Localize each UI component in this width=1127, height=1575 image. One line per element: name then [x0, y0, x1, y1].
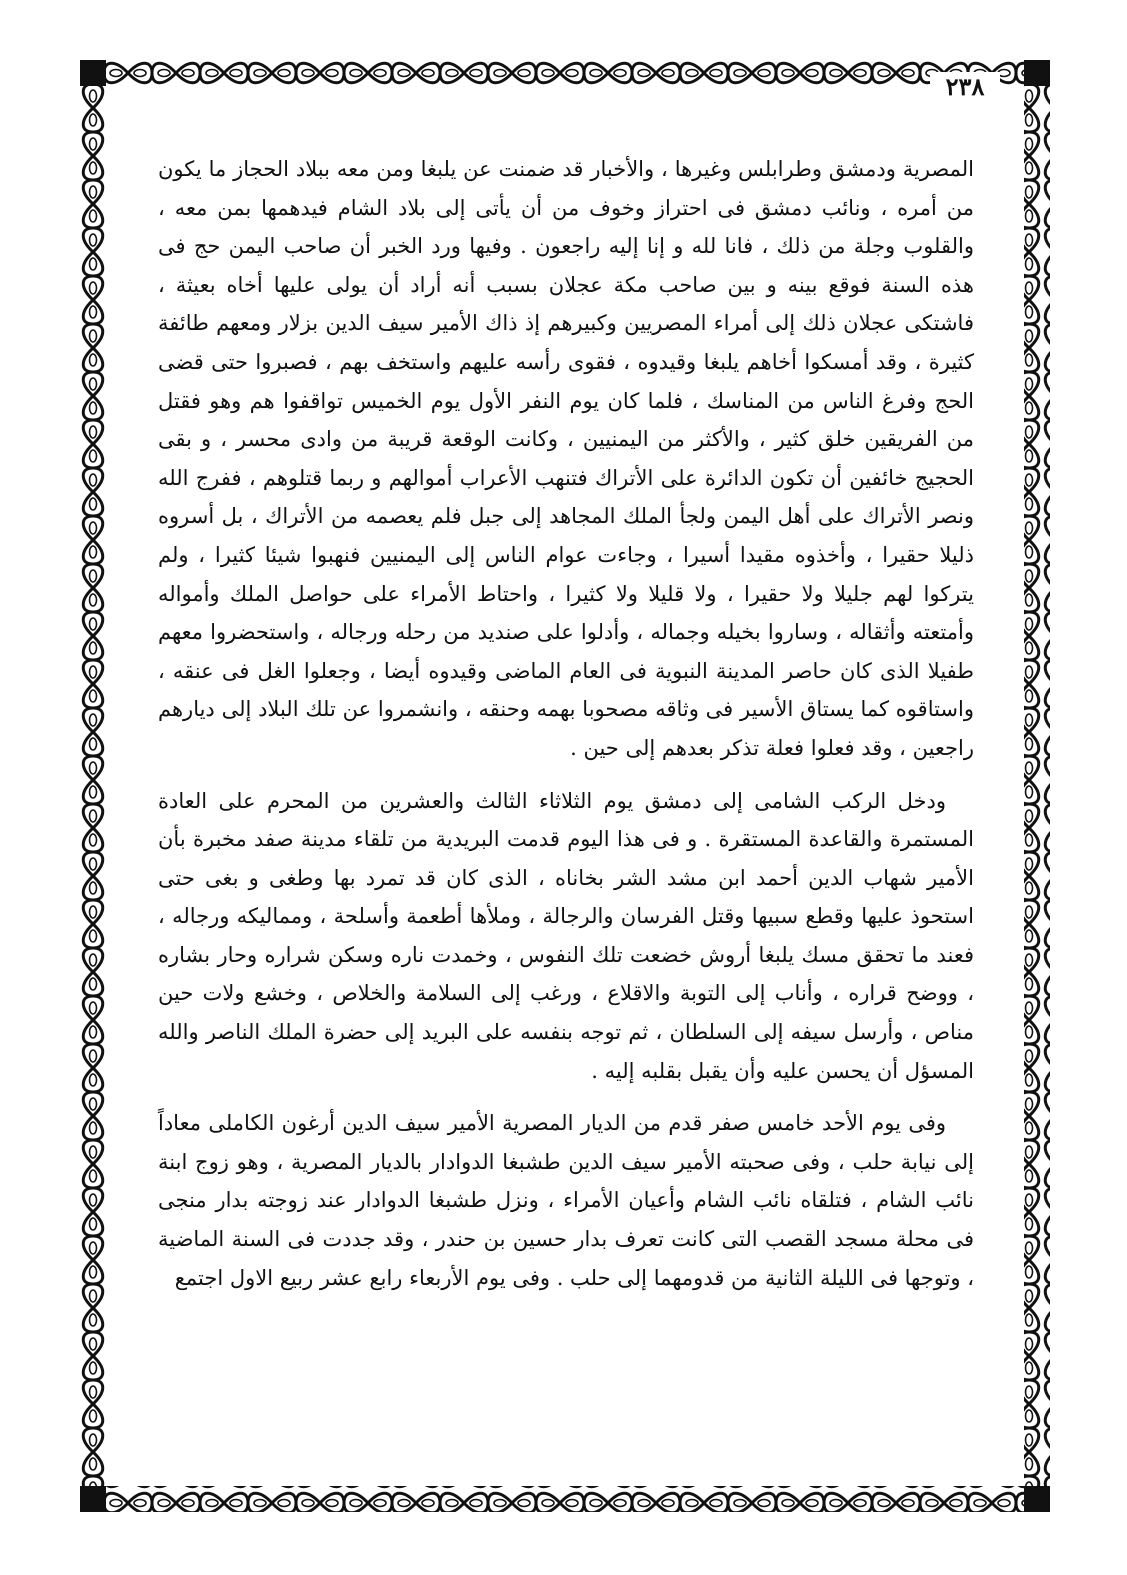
paragraph: وفى يوم الأحد خامس صفر قدم من الديار المصرية الأمير سيف الدين أرغون الكاملى معاداً إلى نيابة حلب ، وفى صحبته الأمير سيف الدين طشبغا الدوادار بالديار المصرية ، وهو زوج ابنة نائب الشام ، فتلقاه نائب الشام وأعيان الأمراء ، ونزل طشبغا الدوادار عند زوجته بدار منجى فى محلة مسجد القصب التى كانت تعرف بدار حسين بن حندر ، وقد جددت فى السنة الماضية ، وتوجها فى الليلة الثانية من قدومهما إلى حلب . وفى يوم الأربعاء رابع عشر ربيع الاول اجتمع — [158, 1111, 974, 1290]
page-content — [158, 150, 974, 1480]
page-number: ٢٣٨ — [930, 72, 1000, 102]
paragraph: المصرية ودمشق وطرابلس وغيرها ، والأخبار قد ضمنت عن يلبغا ومن معه ببلاد الحجاز ما يكون من أمره ، ونائب دمشق فى احتراز وخوف من أن يأتى إلى بلاد الشام فيدهمها بمن معه ، والقلوب وجلة من ذلك ، فانا لله و إنا إليه راجعون . وفيها ورد الخبر أن صاحب اليمن حج فى هذه السنة فوقع بينه و بين صاحب مكة عجلان بسبب أنه أراد أن يولى عليها أخاه بعيثة ، فاشتكى عجلان ذلك إلى أمراء المصريين وكبيرهم إذ ذاك الأمير سيف الدين بزلار ومعهم طائفة كثيرة ، وقد أمسكوا أخاهم يلبغا وقيدوه ، فقوى رأسه عليهم واستخف بهم ، فصبروا حتى قضى الحج وفرغ الناس من المناسك ، فلما كان يوم النفر الأول يوم الخميس تواقفوا هم وهو فقتل من الفريقين خلق كثير ، والأكثر من اليمنيين ، وكانت الوقعة قريبة من وادى محسر ، و بقى الحجيج خائفين أن تكون الدائرة على الأتراك فتنهب الأعراب أموالهم و ربما قتلوهم ، ففرج الله ونصر الأتراك على أهل اليمن ولجأ الملك المجاهد إلى جبل فلم يعصمه من الأتراك ، بل أسروه ذليلا حقيرا ، وأخذوه مقيدا أسيرا ، وجاءت عوام الناس إلى اليمنيين فنهبوا شيئا كثيرا ، ولم يتركوا لهم جليلا ولا حقيرا ، ولا قليلا ولا كثيرا ، واحتاط الأمراء على حواصل الملك وأمواله وأمتعته وأثقاله ، وساروا بخيله وجماله ، وأدلوا على صنديد من رحله ورجاله ، واستحضروا معهم طفيلا الذى كان حاصر المدينة النبوية فى العام الماضى وقيدوه أيضا ، وجعلوا الغل فى عنقه ، واستاقوه كما يستاق الأسير فى وثاقه مصحوبا بهمه وحنقه ، وانشمروا عن تلك البلاد إلى ديارهم راجعين ، وقد فعلوا فعلة تذكر بعدهم إلى حين . — [158, 157, 974, 760]
paragraph: ودخل الركب الشامى إلى دمشق يوم الثلاثاء الثالث والعشرين من المحرم على العادة المستمرة والقاعدة المستقرة . و فى هذا اليوم قدمت البريدية من تلقاء مدينة صفد مخبرة بأن الأمير شهاب الدين أحمد ابن مشد الشر بخاناه ، الذى كان قد تمرد بها وطغى و بغى حتى استحوذ عليها وقطع سبيها وقتل الفرسان والرجالة ، وملأها أطعمة وأسلحة ، ومماليكه ورجاله ، فعند ما تحقق مسك يلبغا أروش خضعت تلك النفوس ، وخمدت ناره وسكن شراره وحار بشاره ، ووضح قراره ، وأناب إلى التوبة والاقلاع ، ورغب إلى السلامة والخلاص ، وخشع ولات حين مناص ، وأرسل سيفه إلى السلطان ، ثم توجه بنفسه على البريد إلى حضرة الملك الناصر والله المسؤل أن يحسن عليه وأن يقبل بقلبه إليه . — [158, 788, 974, 1083]
